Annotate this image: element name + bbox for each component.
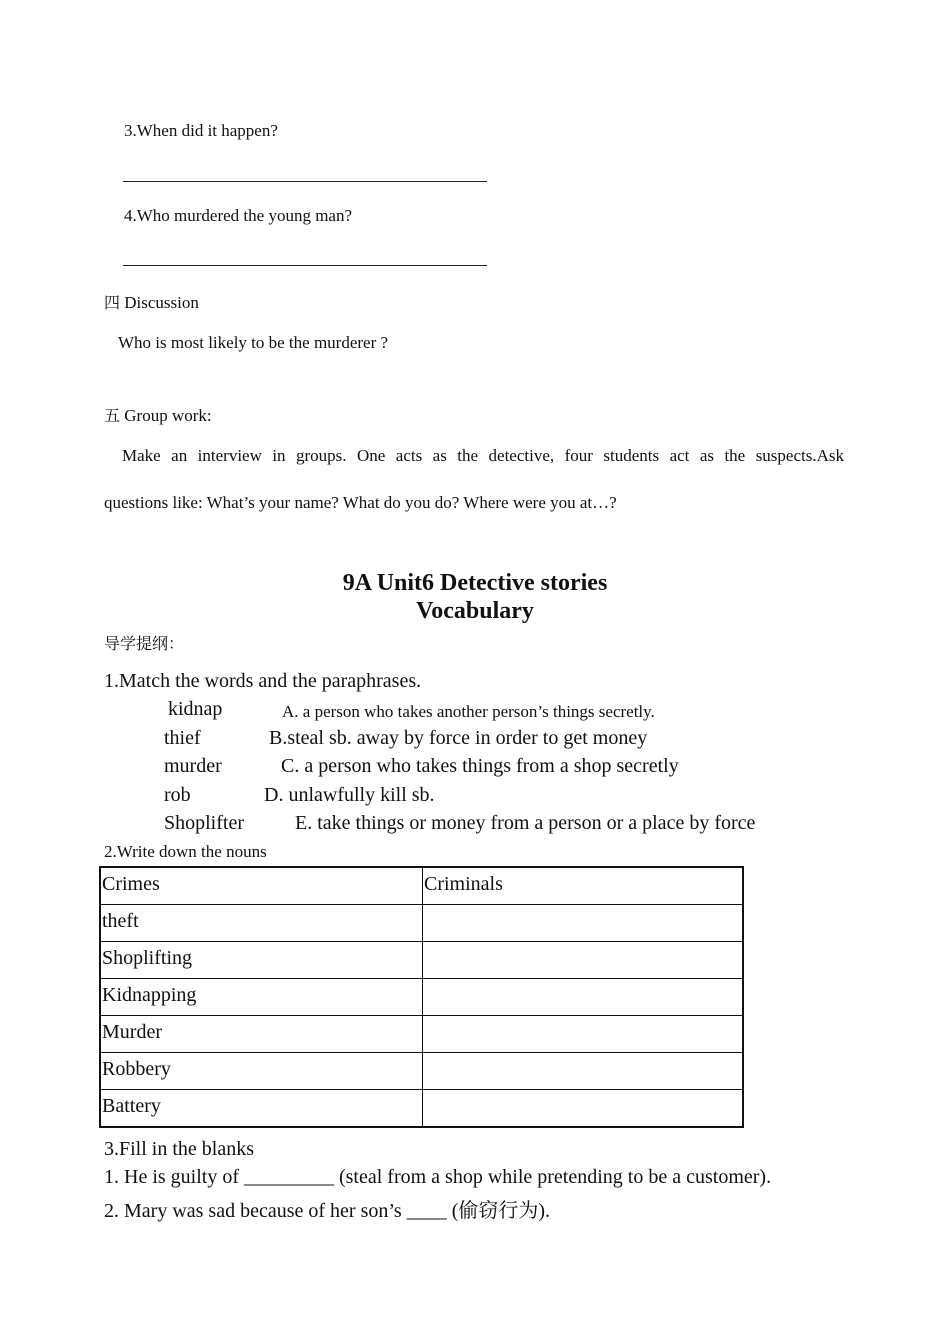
answer-line-4[interactable] [123, 265, 487, 266]
header-criminals: Criminals [423, 867, 744, 905]
match-paraphrase: D. unlawfully kill sb. [264, 784, 435, 806]
criminal-answer-cell[interactable] [423, 905, 744, 942]
table-row [100, 942, 743, 979]
group-work-heading-num: 五 [104, 406, 121, 425]
discussion-question: Who is most likely to be the murderer ? [118, 333, 389, 352]
crime-cell: Kidnapping [100, 979, 423, 1016]
group-work-line-1: Make an interview in groups. One acts as the detective, four students act as the suspects.Ask [122, 446, 844, 465]
match-word: kidnap [168, 698, 223, 720]
question-3: 3.When did it happen? [124, 121, 278, 140]
question-4: 4.Who murdered the young man? [124, 206, 353, 225]
table-row [100, 1016, 743, 1053]
table-row [100, 905, 743, 942]
match-word: thief [164, 727, 201, 749]
match-word: murder [164, 755, 222, 777]
fill-sentence-1: 1. He is guilty of _________ (steal from a shop while pretending to be a customer). [104, 1166, 772, 1188]
match-word: rob [164, 784, 191, 806]
criminal-answer-cell[interactable] [423, 1053, 744, 1090]
match-paraphrase: A. a person who takes another person’s things secretly. [282, 702, 655, 721]
unit-title: 9A Unit6 Detective stories [342, 570, 608, 596]
group-work-line-2: questions like: What’s your name? What do you do? Where were you at…? [104, 493, 617, 512]
table-row [100, 979, 743, 1016]
group-work-heading-text: Group work: [124, 406, 212, 425]
match-paraphrase: C. a person who takes things from a shop secretly [281, 755, 679, 777]
fill-sentence-2: 2. Mary was sad because of her son’s ____ (偷窃行为). [104, 1200, 551, 1222]
discussion-heading-text: Discussion [124, 293, 199, 312]
table-header-row [100, 867, 743, 905]
table-row [100, 1090, 743, 1128]
answer-line-3[interactable] [123, 181, 487, 182]
header-crimes: Crimes [100, 867, 423, 905]
discussion-heading-num: 四 [104, 293, 121, 312]
crime-cell: Battery [100, 1090, 423, 1128]
fill-heading: 3.Fill in the blanks [104, 1138, 254, 1160]
match-paraphrase: B.steal sb. away by force in order to get money [269, 727, 648, 749]
group-work-heading [104, 403, 212, 426]
match-paraphrase: E. take things or money from a person or a place by force [295, 812, 756, 834]
criminal-answer-cell[interactable] [423, 1016, 744, 1053]
crime-cell: Murder [100, 1016, 423, 1053]
match-word: Shoplifter [164, 812, 244, 834]
match-heading: 1.Match the words and the paraphrases. [104, 670, 422, 692]
crime-cell: Robbery [100, 1053, 423, 1090]
nouns-heading: 2.Write down the nouns [104, 842, 267, 861]
criminal-answer-cell[interactable] [423, 979, 744, 1016]
unit-subtitle: Vocabulary [416, 598, 534, 624]
guide-label: 导学提纲： [104, 634, 185, 653]
criminal-answer-cell[interactable] [423, 942, 744, 979]
discussion-heading [104, 290, 199, 313]
crime-cell: Shoplifting [100, 942, 423, 979]
crime-cell: theft [100, 905, 423, 942]
nouns-table [99, 866, 744, 1128]
criminal-answer-cell[interactable] [423, 1090, 744, 1128]
table-row [100, 1053, 743, 1090]
